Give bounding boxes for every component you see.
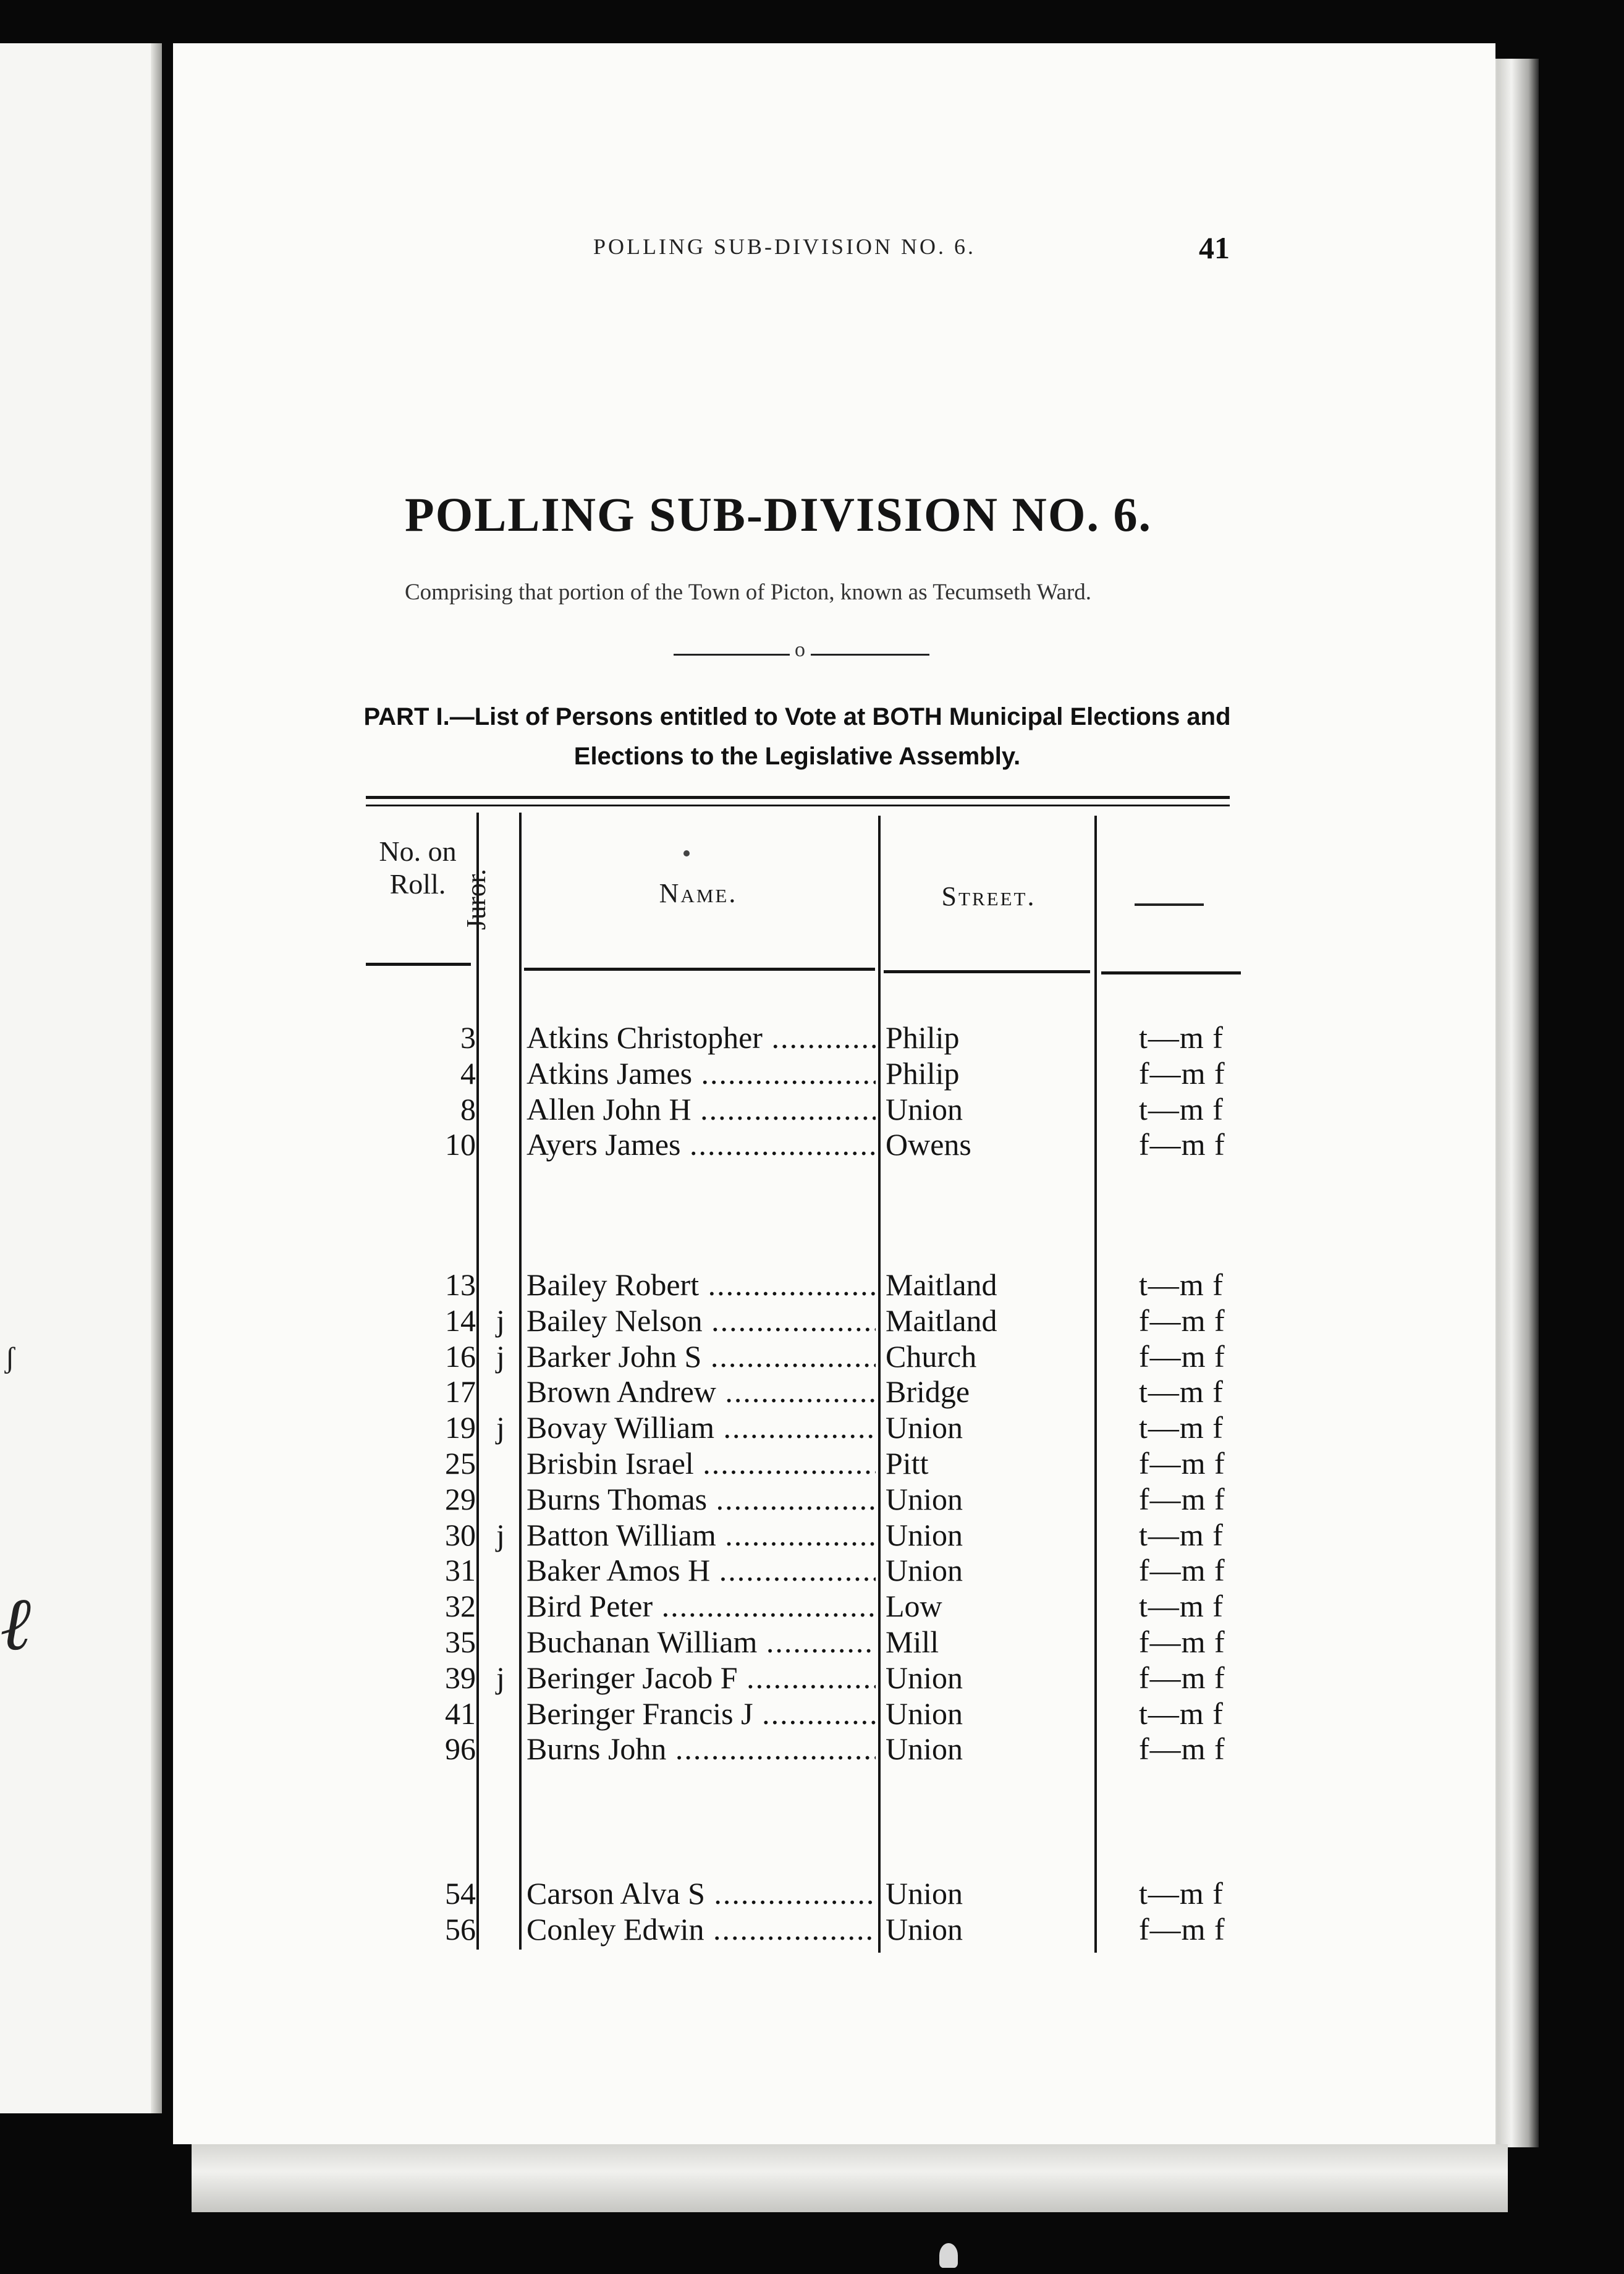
roll-number: 41	[445, 1696, 476, 1731]
table-row	[0, 1875, 1624, 1911]
voter-name: Ayers James .....	[527, 1126, 876, 1162]
voter-status: f—m f	[1139, 1912, 1225, 1946]
voter-name: Burns Thomas .....	[527, 1481, 876, 1517]
table-row	[0, 1624, 1624, 1660]
table-row	[0, 1055, 1624, 1091]
voter-name: Batton William .....	[527, 1517, 876, 1553]
table-row	[0, 1696, 1624, 1731]
header-street: Street.	[941, 881, 1036, 911]
street-name: Low	[886, 1589, 942, 1623]
voter-status: f—m f	[1139, 1553, 1225, 1587]
separator-rule-right	[811, 654, 929, 656]
header-juror: Juror.	[461, 869, 491, 930]
juror-mark: j	[496, 1660, 505, 1695]
street-name: Pitt	[886, 1446, 929, 1481]
street-name: Union	[886, 1660, 963, 1695]
table-row	[0, 1445, 1624, 1481]
table-row	[0, 1303, 1624, 1338]
roll-number: 3	[460, 1020, 476, 1055]
header-roll-line-1: No. on	[379, 835, 457, 867]
voter-status: t—m f	[1139, 1374, 1224, 1409]
voter-status: f—m f	[1139, 1446, 1225, 1481]
voter-name: Beringer Francis J .....	[527, 1696, 876, 1731]
table-row	[0, 1731, 1624, 1767]
street-name: Union	[886, 1553, 963, 1587]
table-row	[0, 1267, 1624, 1303]
voter-name: Brown Andrew .....	[527, 1374, 876, 1410]
table-row	[0, 1126, 1624, 1162]
street-name: Owens	[886, 1127, 971, 1162]
facing-page-mark: ʃ	[5, 1342, 15, 1374]
header-rule-roll	[366, 963, 471, 966]
roll-number: 35	[445, 1625, 476, 1659]
table-row	[0, 1552, 1624, 1588]
voter-name: Atkins Christopher .....	[527, 1020, 876, 1055]
table-row	[0, 1091, 1624, 1127]
header-roll-line-2: Roll.	[389, 868, 446, 900]
roll-number: 10	[445, 1127, 476, 1162]
table-row	[0, 1588, 1624, 1624]
part-heading-line-2: Elections to the Legislative Assembly.	[573, 743, 1021, 770]
street-name: Union	[886, 1731, 963, 1766]
table-row	[0, 1374, 1624, 1410]
scan-artifact	[939, 2243, 958, 2268]
street-name: Philip	[886, 1056, 960, 1091]
table-row	[0, 1338, 1624, 1374]
roll-number: 25	[445, 1446, 476, 1481]
street-name: Maitland	[886, 1303, 997, 1338]
voter-name: Bailey Nelson .....	[527, 1303, 876, 1338]
table-row	[0, 1481, 1624, 1517]
street-name: Union	[886, 1518, 963, 1552]
table-top-rule-thin	[366, 805, 1230, 806]
street-name: Union	[886, 1912, 963, 1946]
street-name: Bridge	[886, 1374, 970, 1409]
roll-number: 29	[445, 1482, 476, 1516]
street-name: Union	[886, 1410, 963, 1445]
roll-number: 14	[445, 1303, 476, 1338]
roll-number: 4	[460, 1056, 476, 1091]
street-name: Union	[886, 1482, 963, 1516]
juror-mark: j	[496, 1410, 505, 1445]
page-number: 41	[1199, 230, 1230, 265]
voter-status: f—m f	[1139, 1056, 1225, 1091]
street-name: Mill	[886, 1625, 939, 1659]
table-row	[0, 1660, 1624, 1696]
roll-number: 17	[445, 1374, 476, 1409]
voter-name: Atkins James .....	[527, 1055, 876, 1091]
roll-number: 19	[445, 1410, 476, 1445]
voter-status: f—m f	[1139, 1482, 1225, 1516]
facing-page-handwriting: ℓ	[0, 1583, 31, 1665]
voter-name: Baker Amos H .....	[527, 1552, 876, 1588]
voter-name: Beringer Jacob F .....	[527, 1660, 876, 1696]
page-subtitle: Comprising that portion of the Town of Picton, known as Tecumseth Ward.	[405, 580, 1091, 605]
roll-number: 16	[445, 1339, 476, 1374]
table-row	[0, 1020, 1624, 1055]
voter-name: Burns John .....	[527, 1731, 876, 1767]
header-roll	[362, 835, 473, 901]
running-head: POLLING SUB-DIVISION NO. 6.	[593, 234, 976, 259]
street-name: Union	[886, 1876, 963, 1911]
street-name: Union	[886, 1696, 963, 1731]
header-name: Name.	[659, 878, 738, 908]
header-rule-status	[1101, 971, 1241, 974]
roll-number: 54	[445, 1876, 476, 1911]
voter-status: f—m f	[1139, 1127, 1225, 1162]
roll-number: 31	[445, 1553, 476, 1587]
voter-status: f—m f	[1139, 1731, 1225, 1766]
part-heading	[334, 697, 1261, 776]
voter-name: Brisbin Israel .....	[527, 1445, 876, 1481]
street-name: Union	[886, 1092, 963, 1126]
voter-status: f—m f	[1139, 1660, 1225, 1695]
page-title: POLLING SUB-DIVISION NO. 6.	[405, 488, 1152, 541]
book-bottom-edge	[192, 2144, 1508, 2212]
voter-name: Bird Peter .....	[527, 1588, 876, 1624]
voter-status: t—m f	[1139, 1267, 1224, 1302]
roll-number: 56	[445, 1912, 476, 1946]
street-name: Church	[886, 1339, 977, 1374]
juror-mark: j	[496, 1303, 505, 1338]
table-top-rule	[366, 796, 1230, 799]
roll-number: 96	[445, 1731, 476, 1766]
voter-name: Barker John S .....	[527, 1338, 876, 1374]
table-row	[0, 1911, 1624, 1947]
voter-status: f—m f	[1139, 1303, 1225, 1338]
street-name: Philip	[886, 1020, 960, 1055]
separator-rule-left	[674, 654, 790, 656]
juror-mark: j	[496, 1339, 505, 1374]
roll-number: 30	[445, 1518, 476, 1552]
roll-number: 13	[445, 1267, 476, 1302]
voter-status: t—m f	[1139, 1518, 1224, 1552]
roll-number: 8	[460, 1092, 476, 1126]
voter-status: t—m f	[1139, 1020, 1224, 1055]
table-row	[0, 1410, 1624, 1445]
voter-status: f—m f	[1139, 1625, 1225, 1659]
part-heading-line-1: PART I.—List of Persons entitled to Vote at BOTH Municipal Elections and	[363, 703, 1231, 730]
voter-status: t—m f	[1139, 1092, 1224, 1126]
voter-status: t—m f	[1139, 1589, 1224, 1623]
voter-status: f—m f	[1139, 1339, 1225, 1374]
voter-name: Bovay William .....	[527, 1410, 876, 1445]
separator-mark: o	[795, 638, 805, 661]
voter-name: Allen John H .....	[527, 1091, 876, 1127]
voter-name: Carson Alva S .....	[527, 1875, 876, 1911]
voter-name: Buchanan William .....	[527, 1624, 876, 1660]
street-name: Maitland	[886, 1267, 997, 1302]
header-status	[1135, 903, 1204, 906]
table-row	[0, 1517, 1624, 1553]
voter-status: t—m f	[1139, 1696, 1224, 1731]
header-dot	[683, 850, 690, 856]
voter-name: Bailey Robert .....	[527, 1267, 876, 1303]
voter-status: t—m f	[1139, 1876, 1224, 1911]
voter-name: Conley Edwin .....	[527, 1911, 876, 1947]
juror-mark: j	[496, 1518, 505, 1552]
header-rule-street	[884, 970, 1090, 973]
roll-number: 32	[445, 1589, 476, 1623]
roll-number: 39	[445, 1660, 476, 1695]
header-rule-name	[524, 968, 875, 971]
voter-status: t—m f	[1139, 1410, 1224, 1445]
